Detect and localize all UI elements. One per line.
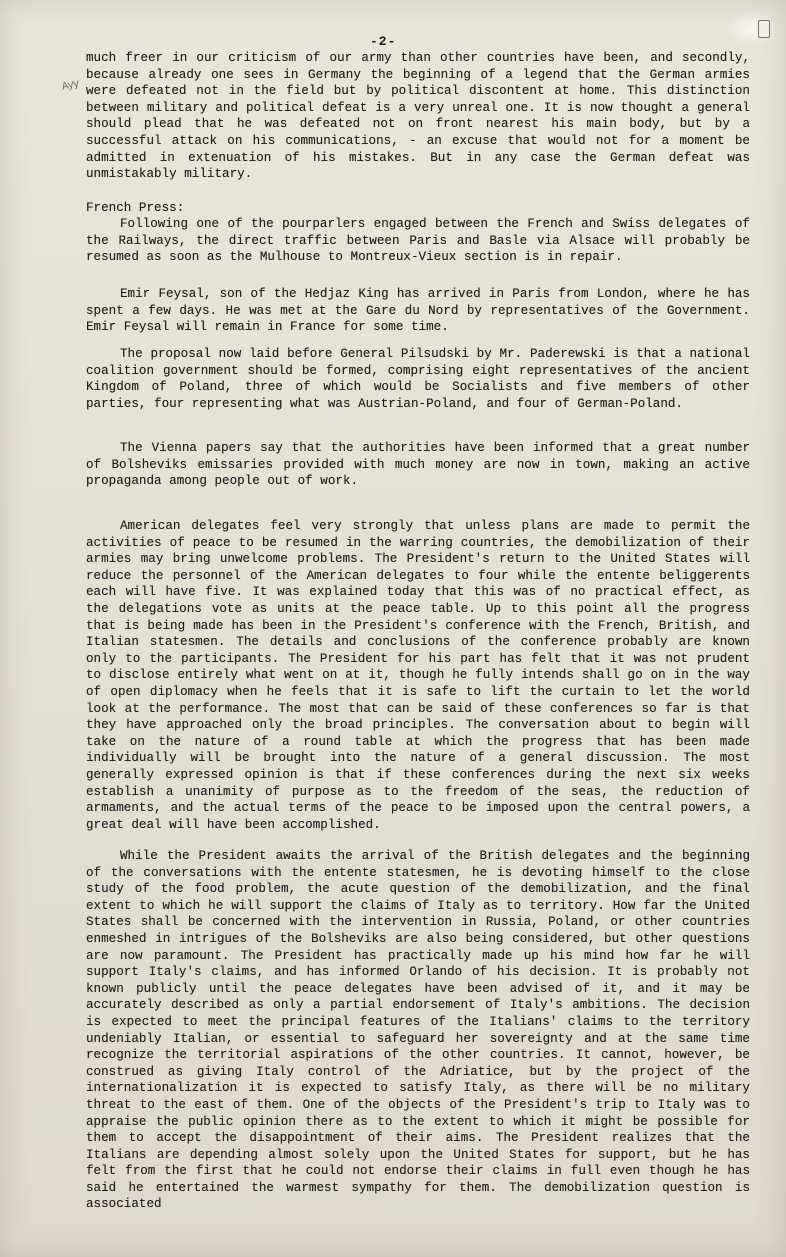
margin-handwriting: Ayy (60, 78, 80, 94)
section-heading-french-press: French Press: (86, 201, 185, 215)
paragraph-railways: Following one of the pourparlers engaged between the French and Swiss delegates of the Railways, the direct traffic between Paris and Basle via Alsace will probably be resumed as soon as the Mulhouse to Montreux-Vieux section is in repair. (86, 217, 750, 265)
paper-tear-mark (728, 14, 776, 44)
paragraph-army-criticism: much freer in our criticism of our army than other countries have been, and secondly, because already one sees in Germany the beginning of a legend that the German armies were defeated not in the field but by political discontent at home. This distinction between military and political defeat is a very unreal one. It is now thought a general should plead that he was defeated not on front nearest his main body, but by a successful attack on his communications, - an excuse that would not for a moment be admitted in extenuation of his mistakes. But in any case the German defeat was unmistakably military. (86, 51, 750, 182)
paragraph-poland-coalition: The proposal now laid before General Pilsudski by Mr. Paderewski is that a national coalition government should be formed, comprising eight representatives of the ancient Kingdom of Poland, three of which would be Socialists and five members of other parties, four representing what was Austrian-Poland, and four of German-Poland. (86, 347, 750, 411)
paragraph-emir-feysal: Emir Feysal, son of the Hedjaz King has arrived in Paris from London, where he has spent a few days. He was met at the Gare du Nord by representatives of the Government. Emir Feysal will remain in France for some time. (86, 287, 750, 335)
paragraph-president-italy: While the President awaits the arrival of the British delegates and the beginning of the conversations with the entente statesmen, he is devoting himself to the close study of the food problem, the acute question of the demobilization, and the final extent to which he will support the claims of Italy as to territory. How far the United States shall be concerned with the intervention in Russia, Poland, or other countries enmeshed in intrigues of the Bolsheviks are also being considered, but other questions are now paramount. The President has practically made up his mind how far he will support Italy's claims, and has informed Orlando of his decision. It is probably not known publicly until the peace delegates have been advised of it, and it may be accurately described as only a partial endorsement of Italy's ambitions. The decision is expected to meet the principal features of the Italians' claims to the territory undeniably Italian, or essential to safeguard her sovereignty and at the same time recognize the territorial aspirations of the other countries. It cannot, however, be construed as giving Italy control of the Adriatice, but by the project of the internationalization it is expected to satisfy Italy, as there will be no military threat to the east of them. One of the objects of the President's trip to Italy was to appraise the public opinion there as to the extent to which it might be possible for them to accept the disappointment of their aims. The President realizes that the Italians are depending almost solely upon the United States for support, but he has felt from the first that he could not endorse their claims in full even though he has said he entertained the warmest sympathy for them. The demobilization question is associated (86, 849, 750, 1212)
paragraph-vienna-bolsheviks: The Vienna papers say that the authorities have been informed that a great number of Bolsheviks emissaries provided with much money are now in town, making an active propaganda among people out of work. (86, 441, 750, 489)
paragraph-american-delegates: American delegates feel very strongly that unless plans are made to permit the activities of peace to be resumed in the warring countries, the demobilization of their armies may bring unwelcome problems. The President's return to the United States will reduce the personnel of the American delegates to four while the entente beliggerents each will have five. It was explained today that this was of no practical effect, as the delegations vote as units at the peace table. Up to this point all the progress that is being made has been in the President's conference with the French, British, and Italian statesmen. The details and conclusions of the conference probably are known only to the participants. The President for his part has felt that it was not prudent to disclose entirely what went on at it, though he fully intends shall go on in the way of open diplomacy when he feels that it is safe to lift the curtain to let the world look at the performance. The most that can be said of these conferences so far is that they have approached only the broad principles. The conversation about to begin will take on the nature of a round table at which the progress that has been made individually will be brought into the nature of a general discussion. The most generally expressed opinion is that if these conferences during the next six weeks establish a unanimity of purpose as to the freedom of the seas, the reduction of armaments, and the actual terms of the peace to be imposed upon the central powers, a great deal will have been accomplished. (86, 519, 750, 832)
page-number: -2- (370, 34, 397, 49)
